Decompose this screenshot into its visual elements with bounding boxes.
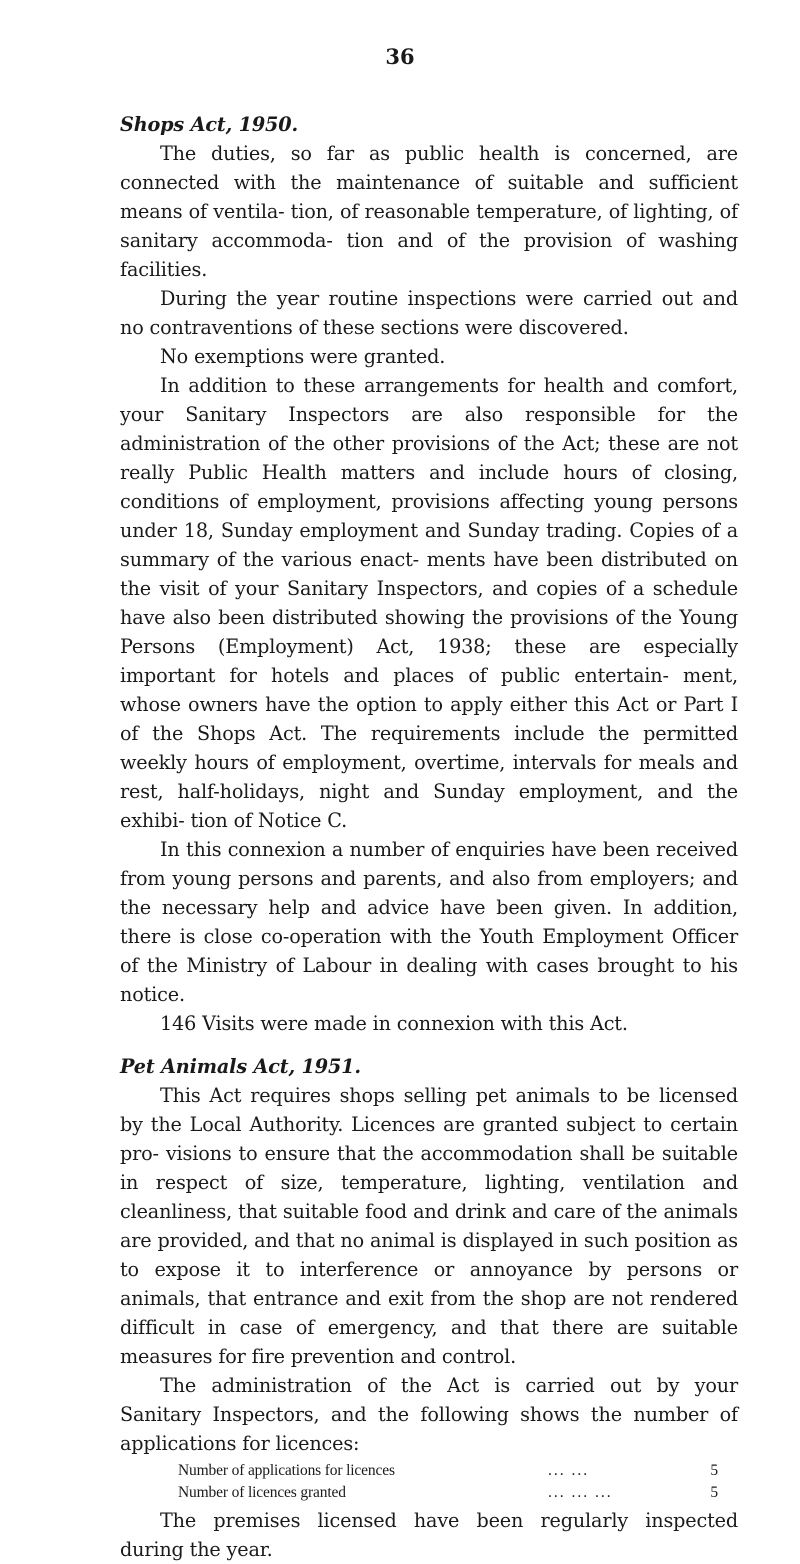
table-row — [178, 1482, 718, 1504]
page-body — [120, 110, 738, 1564]
leader-dots: ... ... ... — [548, 1484, 613, 1501]
leader-dots: ... ... — [548, 1462, 590, 1479]
table-row-value: 5 — [710, 1484, 718, 1501]
section-spacer — [120, 1038, 738, 1052]
paragraph: This Act requires shops selling pet animals to be licensed by the Local Authority. Licences are granted subject to certain pro- visions to ensure that the accommodation shall be suitable in respect of size, temperature, lighting, ventilation and cleanliness, that suitable food and drink and care of the animals are provided, and that no animal is displayed in such position as to expose it to interference or annoyance by persons or animals, that entrance and exit from the shop are not rendered difficult in case of emergency, and that there are suitable measures for fire prevention and control. — [120, 1084, 738, 1368]
paragraph: The premises licensed have been regularly inspected during the year. — [120, 1509, 738, 1561]
paragraph: In addition to these arrangements for health and comfort, your Sanitary Inspectors are also responsible for the administration of the other provisions of the Act; these are not really Public Health matters and include hours of closing, conditions of employment, provisions affecting young persons under 18, Sunday employment and Sunday trading. Copies of a summary of the various enact- ments have been distributed on the visit of your Sanitary Inspectors, and copies of a schedule have also been distributed showing the provisions of the Young Persons (Employment) Act, 1938; these are especially important for hotels and places of public entertain- ment, whose owners have the option to apply either this Act or Part I of the Shops Act. The requirements include the permitted weekly hours of employment, overtime, intervals for meals and rest, half-holidays, night and Sunday employment, and the exhibi- tion of Notice C. — [120, 374, 738, 832]
paragraph: 146 Visits were made in connexion with this Act. — [160, 1012, 628, 1035]
table-row-label: Number of licences granted — [178, 1484, 346, 1501]
paragraph: During the year routine inspections were carried out and no contraventions of these sections were discovered. — [120, 287, 738, 339]
table-row — [178, 1460, 718, 1482]
licence-statistics-table — [178, 1460, 718, 1504]
table-row-value: 5 — [710, 1462, 718, 1479]
table-row-label: Number of applications for licences — [178, 1462, 395, 1479]
paragraph: The duties, so far as public health is concerned, are connected with the maintenance of suitable and sufficient means of ventila- tion, of reasonable temperature, of lighting, of sanitary accommoda- tion and of the provision of washing facilities. — [120, 142, 738, 281]
section-heading-shops-act: Shops Act, 1950. — [120, 113, 298, 136]
section-heading-pet-animals-act: Pet Animals Act, 1951. — [120, 1055, 361, 1078]
paragraph: No exemptions were granted. — [160, 345, 446, 368]
paragraph: The administration of the Act is carried out by your Sanitary Inspectors, and the following shows the number of applications for licences: — [120, 1374, 738, 1455]
paragraph: In this connexion a number of enquiries have been received from young persons and parents, and also from employers; and the necessary help and advice have been given. In addition, there is close co-operation with the Youth Employment Officer of the Ministry of Labour in dealing with cases brought to his notice. — [120, 838, 738, 1006]
page-number: 36 — [385, 44, 415, 69]
